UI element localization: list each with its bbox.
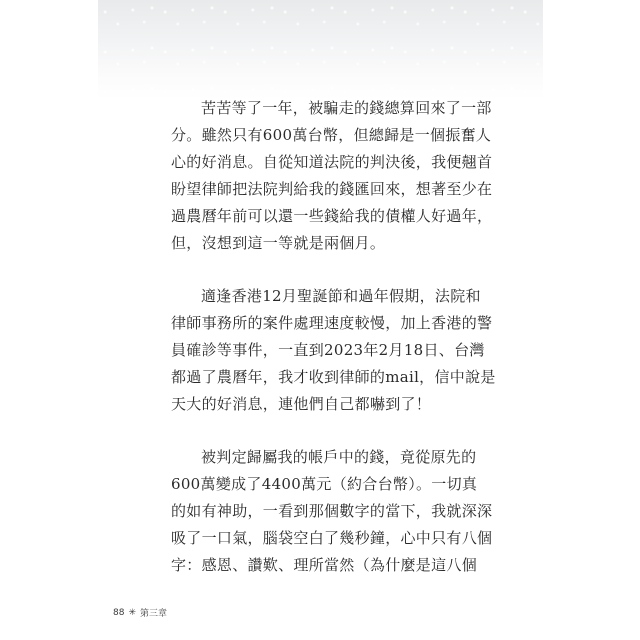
paragraph-2	[171, 283, 496, 418]
text-line: 的如有神助，一看到那個數字的當下，我就深深	[171, 502, 493, 520]
text-line: 字：感恩、讚歎、理所當然（為什麼是這八個	[171, 556, 478, 574]
text-line: 苦苦等了一年，被騙走的錢總算回來了一部	[201, 99, 492, 117]
star-icon: ✳	[128, 607, 136, 618]
text-line: 600萬變成了4400萬元（約合台幣）。一切真	[171, 475, 478, 493]
paragraph-3	[171, 444, 491, 579]
text-line: 都過了農曆年，我才收到律師的mail，信中說是	[171, 368, 496, 386]
paragraph-1	[171, 95, 491, 257]
text-line: 被判定歸屬我的帳戶中的錢，竟從原先的	[201, 448, 477, 466]
text-line: 盼望律師把法院判給我的錢匯回來，想著至少在	[171, 180, 493, 198]
page-number: 88	[113, 607, 125, 618]
page-header-texture	[98, 0, 543, 95]
text-line: 適逢香港12月聖誕節和過年假期，法院和	[201, 287, 481, 305]
text-line: 心的好消息。自從知道法院的判決後，我便翹首	[171, 153, 493, 171]
text-line: 律師事務所的案件處理速度較慢，加上香港的警	[171, 314, 493, 332]
text-line: 員確診等事件，一直到2023年2月18日、台灣	[171, 341, 485, 359]
chapter-label: 第三章	[140, 609, 168, 619]
text-line: 過農曆年前可以還一些錢給我的債權人好過年，	[171, 207, 493, 225]
book-page	[98, 0, 543, 640]
text-line: 天大的好消息，連他們自己都嚇到了！	[171, 395, 432, 413]
text-line: 分。雖然只有600萬台幣，但總歸是一個振奮人	[171, 126, 492, 144]
text-line: 但，沒想到這一等就是兩個月。	[171, 234, 386, 252]
page-footer	[113, 606, 167, 619]
text-line: 吸了一口氣，腦袋空白了幾秒鐘，心中只有八個	[171, 529, 493, 547]
body-text	[171, 95, 496, 605]
